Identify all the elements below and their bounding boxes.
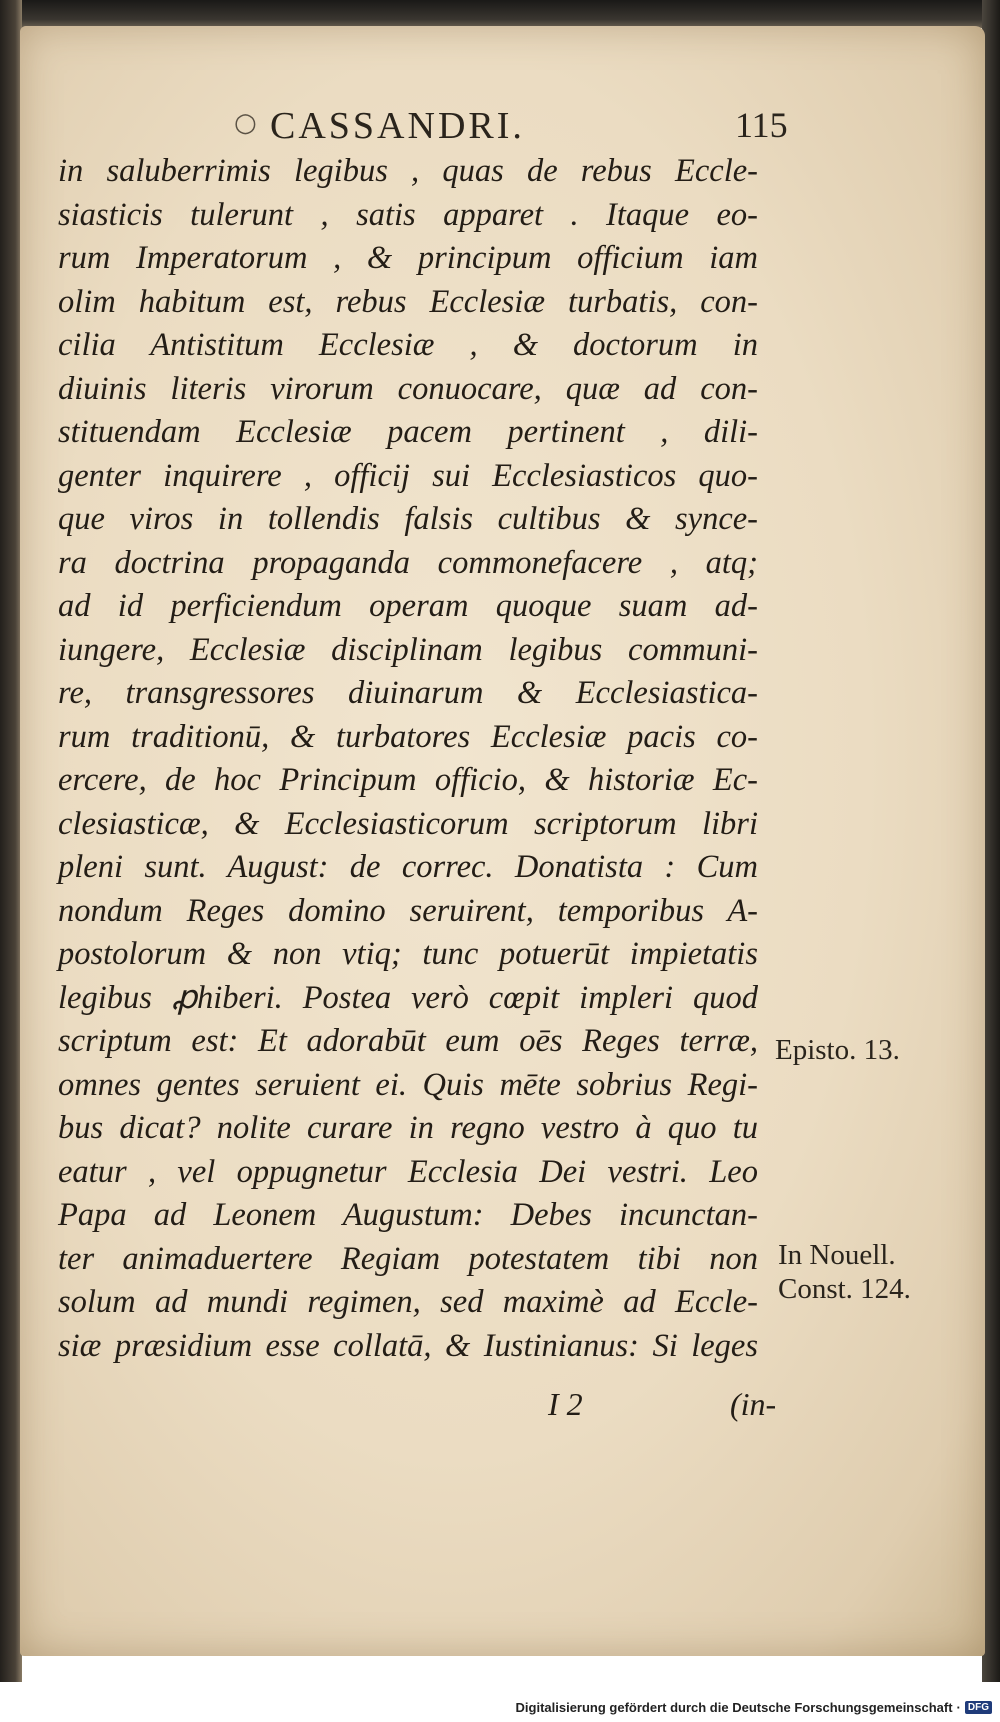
text-line: genter inquirere , officij sui Ecclesiasticos quo-: [58, 457, 758, 494]
text-line: pleni sunt. August: de correc. Donatista : Cum: [58, 849, 758, 885]
text-line: ra doctrina propaganda commonefacere , atq;: [58, 544, 758, 581]
text-line: bus dicat? nolite curare in regno vestro à quo tu: [58, 1110, 758, 1146]
text-line: siæ præsidium esse collatā, & Iustinianus: Si leges: [58, 1327, 758, 1364]
text-line: Papa ad Leonem Augustum: Debes incunctan-: [58, 1197, 758, 1233]
text-line: olim habitum est, rebus Ecclesiæ turbatis, con-: [58, 283, 758, 320]
signature-mark: I 2: [548, 1386, 583, 1422]
text-line: omnes gentes seruient ei. Quis mēte sobrius Regi-: [58, 1066, 758, 1103]
book-page: [20, 26, 985, 1656]
text-line: cilia Antistitum Ecclesiæ , & doctorum in: [58, 327, 758, 363]
body-text: [58, 150, 758, 1368]
text-line: in saluberrimis legibus , quas de rebus Eccle-: [58, 153, 758, 189]
text-line: solum ad mundi regimen, sed maximè ad Eccle-: [58, 1284, 758, 1320]
text-line: re, transgressores diuinarum & Ecclesiastica-: [58, 675, 758, 711]
text-line: clesiasticæ, & Ecclesiasticorum scriptorum libri: [58, 805, 758, 842]
text-line: ad id perficiendum operam quoque suam ad-: [58, 588, 758, 624]
text-line: ercere, de hoc Principum officio, & historiæ Ec-: [58, 762, 758, 798]
text-line: postolorum & non vtiq; tunc potuerūt impietatis: [58, 936, 758, 972]
running-head: CASSANDRI.: [270, 105, 525, 147]
page-header: [20, 96, 985, 156]
dfg-logo: DFG: [965, 1701, 992, 1714]
marginal-note-novell: [778, 1238, 911, 1306]
book-binding-left: [0, 0, 22, 1685]
page-number: 115: [735, 105, 788, 145]
text-line: eatur , vel oppugnetur Ecclesia Dei vestri. Leo: [58, 1153, 758, 1190]
text-line: rum traditionū, & turbatores Ecclesiæ pacis co-: [58, 718, 758, 755]
text-line: rum Imperatorum , & principum officium iam: [58, 240, 758, 276]
text-line: diuinis literis virorum conuocare, quæ ad con-: [58, 370, 758, 407]
marginal-note-epistle: [775, 1033, 900, 1067]
catchword: (in-: [730, 1386, 777, 1422]
text-line: legibus ꝓhiberi. Postea verò cœpit impleri quod: [58, 979, 758, 1016]
text-line: iungere, Ecclesiæ disciplinam legibus communi-: [58, 631, 758, 668]
text-line: que viros in tollendis falsis cultibus & synce-: [58, 501, 758, 537]
book-binding-top: [0, 0, 1000, 28]
text-line: ter animaduertere Regiam potestatem tibi non: [58, 1240, 758, 1277]
marginal-note-line: Const. 124.: [778, 1273, 911, 1305]
ornament-mark: ○: [234, 108, 257, 138]
digitization-credit: Digitalisierung gefördert durch die Deutsche Forschungsgemeinschaft · DFG: [516, 1700, 992, 1715]
marginal-note-text: Episto. 13.: [775, 1034, 900, 1066]
text-line: scriptum est: Et adorabūt eum oēs Reges terræ,: [58, 1023, 758, 1059]
text-line: siasticis tulerunt , satis apparet . Itaque eo-: [58, 196, 758, 233]
credit-text: Digitalisierung gefördert durch die Deutsche Forschungsgemeinschaft: [515, 1700, 953, 1715]
page-footer-line: [58, 1386, 777, 1431]
text-line: nondum Reges domino seruirent, temporibus A-: [58, 892, 758, 929]
text-line: stituendam Ecclesiæ pacem pertinent , dili-: [58, 414, 758, 450]
marginal-note-line: In Nouell.: [778, 1239, 896, 1271]
